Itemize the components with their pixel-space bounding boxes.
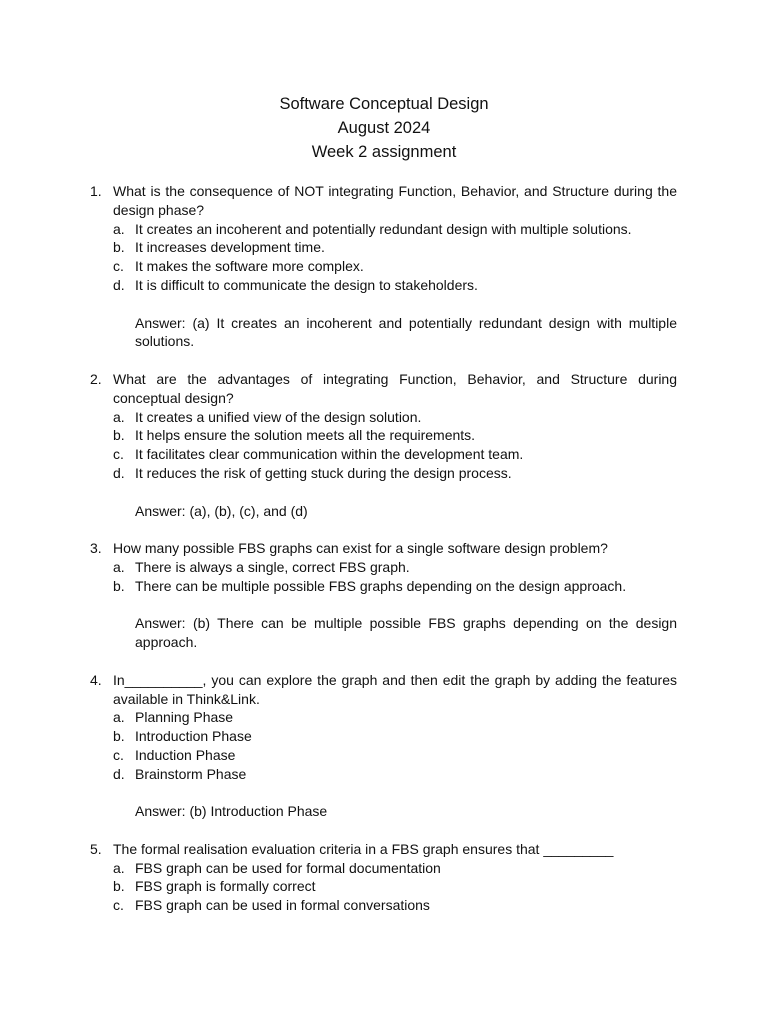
option-text: It creates an incoherent and potentially redundant design with multiple solutions.: [135, 220, 632, 237]
option-text: FBS graph can be used for formal documentation: [135, 859, 441, 876]
option-letter: c.: [113, 746, 124, 763]
question-text: How many possible FBS graphs can exist for a single software design problem?: [113, 540, 608, 557]
option-text: It creates a unified view of the design solution.: [135, 408, 422, 425]
option-text: It reduces the risk of getting stuck during the design process.: [135, 464, 512, 481]
option-letter: c.: [113, 446, 124, 463]
question-text: The formal realisation evaluation criteria in a FBS graph ensures that _________: [113, 840, 614, 857]
option-item: [113, 896, 677, 915]
option-item: [113, 220, 677, 239]
option-letter: b.: [113, 878, 125, 895]
option-text: It makes the software more complex.: [135, 258, 364, 275]
option-letter: a.: [113, 859, 125, 876]
question-number: 1.: [90, 183, 102, 199]
option-list: [113, 708, 677, 783]
option-letter: a.: [113, 408, 125, 425]
option-text: FBS graph is formally correct: [135, 878, 316, 895]
option-list: [113, 558, 677, 596]
option-item: [113, 877, 677, 896]
option-text: Planning Phase: [135, 709, 234, 726]
question-text: In__________, you can explore the graph and then edit the graph by adding the features available in Think&Link.: [113, 671, 677, 707]
option-item: [113, 577, 677, 596]
option-text: It helps ensure the solution meets all the requirements.: [135, 427, 476, 444]
question-item: [90, 539, 677, 652]
option-list: [113, 408, 677, 483]
option-item: [113, 727, 677, 746]
option-item: [113, 408, 677, 427]
document-header: [0, 92, 768, 164]
option-item: [113, 746, 677, 765]
option-item: [113, 257, 677, 276]
option-item: [113, 445, 677, 464]
option-letter: b.: [113, 577, 125, 594]
option-text: FBS graph can be used in formal conversations: [135, 897, 430, 914]
option-letter: b.: [113, 427, 125, 444]
option-text: It facilitates clear communication within the development team.: [135, 446, 524, 463]
answer-text: Answer: (b) Introduction Phase: [135, 803, 328, 820]
option-list: [113, 859, 677, 915]
option-item: [113, 765, 677, 784]
option-item: [113, 276, 677, 295]
answer-text: Answer: (a), (b), (c), and (d): [135, 502, 308, 519]
answer-text: Answer: (b) There can be multiple possible FBS graphs depending on the design approach.: [135, 615, 677, 651]
option-list: [113, 220, 677, 295]
question-item: [90, 182, 677, 351]
option-text: Induction Phase: [135, 746, 236, 763]
option-item: [113, 464, 677, 483]
question-item: [90, 840, 677, 915]
question-text: What is the consequence of NOT integrating Function, Behavior, and Structure during the design phase?: [113, 183, 677, 218]
option-text: There can be multiple possible FBS graphs depending on the design approach.: [135, 577, 627, 594]
option-text: There is always a single, correct FBS graph.: [135, 558, 410, 575]
option-text: Introduction Phase: [135, 728, 252, 745]
answer-text: Answer: (a) It creates an incoherent and potentially redundant design with multiple solutions.: [135, 314, 677, 350]
question-number: 2.: [90, 370, 102, 387]
option-letter: a.: [113, 558, 125, 575]
option-letter: b.: [113, 239, 125, 256]
option-letter: a.: [113, 220, 125, 237]
option-letter: a.: [113, 709, 125, 726]
option-letter: d.: [113, 765, 125, 782]
question-item: [90, 370, 677, 520]
course-title: Software Conceptual Design: [279, 95, 489, 113]
option-letter: d.: [113, 464, 125, 481]
question-number: 5.: [90, 840, 102, 857]
option-item: [113, 558, 677, 577]
question-item: [90, 671, 677, 821]
option-item: [113, 238, 677, 257]
option-item: [113, 859, 677, 878]
option-letter: d.: [113, 276, 125, 293]
option-text: Brainstorm Phase: [135, 765, 247, 782]
question-list: [90, 182, 677, 934]
option-text: It increases development time.: [135, 239, 325, 256]
option-letter: c.: [113, 897, 124, 914]
option-text: It is difficult to communicate the design to stakeholders.: [135, 276, 478, 293]
question-number: 3.: [90, 540, 102, 557]
option-letter: c.: [113, 258, 124, 275]
assignment-title: Week 2 assignment: [311, 143, 457, 161]
question-text: What are the advantages of integrating Function, Behavior, and Structure during conceptual design?: [113, 370, 677, 406]
question-number: 4.: [90, 671, 102, 688]
option-letter: b.: [113, 728, 125, 745]
document-date: August 2024: [337, 119, 431, 137]
option-item: [113, 708, 677, 727]
option-item: [113, 426, 677, 445]
